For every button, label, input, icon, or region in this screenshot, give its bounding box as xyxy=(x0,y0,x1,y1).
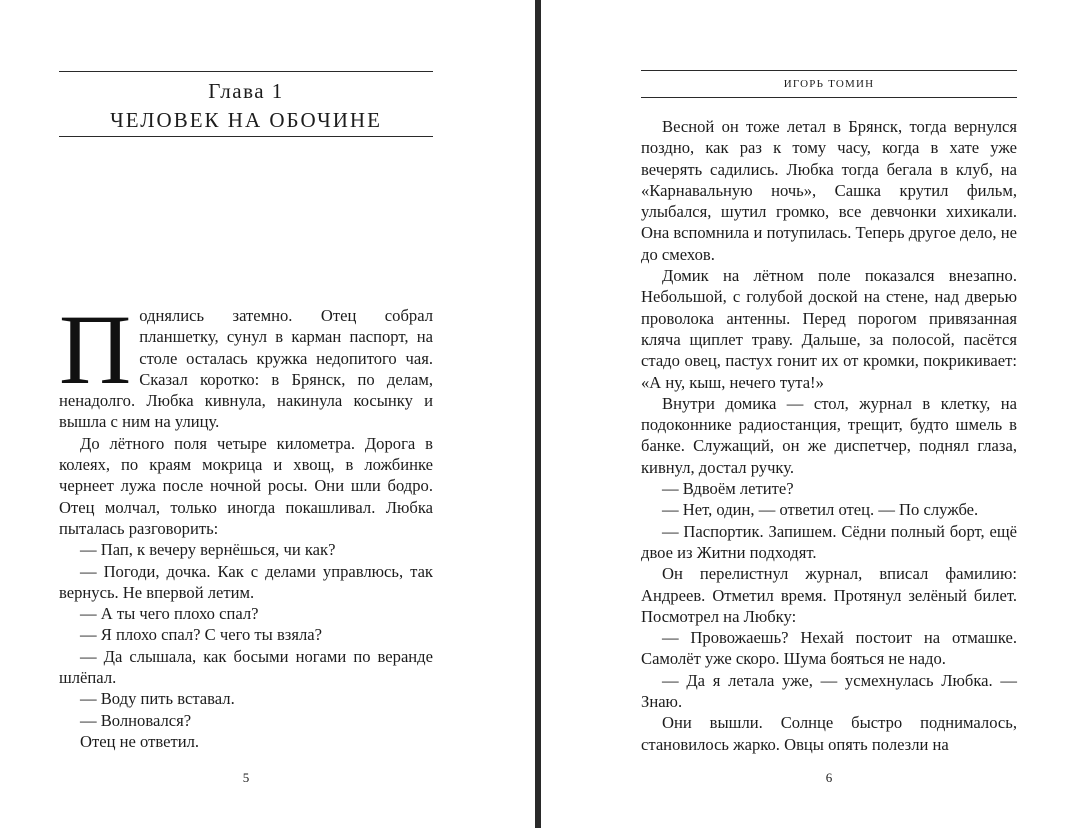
text-line: — Да слышала, как босыми ногами по ве xyxy=(80,646,393,666)
text-line: ке. Самолёт уже скоро. Шума бояться не надо. xyxy=(641,628,1017,669)
text-line: становилось жарко. Овцы опять полезли на xyxy=(641,734,949,754)
text-line: вязанная кляча щиплет траву. Дальше, за полос xyxy=(641,308,1017,349)
dialogue-line xyxy=(59,539,433,560)
text-line: — Провожаешь? Нехай постоит на отмаш xyxy=(662,628,998,648)
text-line: кромки, покрикивает: «А ну, кыш, нечего тута!» xyxy=(641,351,1017,392)
dialogue-line xyxy=(59,561,433,604)
text-line: — А ты чего плохо спал? xyxy=(80,604,259,624)
text-line: — Вдвоём летите? xyxy=(662,479,794,499)
dialogue-line xyxy=(641,478,1017,499)
text-line: поднял глаза, кивнул, достал ручку. xyxy=(641,436,1017,477)
text-line: на столе осталась кружка недопи xyxy=(139,327,433,368)
text-line: в колеях, по краям мокрица и хвощ, в ложбин xyxy=(59,433,433,475)
text-line: вал. Любка пыталась разговорить: xyxy=(59,497,433,538)
paragraph xyxy=(59,433,433,539)
text-line: Он перелистнул журнал, вписал фамилию: xyxy=(662,564,1017,584)
text-line: — Воду пить вставал. xyxy=(80,689,235,709)
text-line: другое дело, не до смехов. xyxy=(641,223,1017,264)
paragraph xyxy=(641,712,1017,755)
running-header-bottom-rule xyxy=(641,97,1017,98)
text-line: шмель в банке. Служащий, он же диспетчер, xyxy=(641,415,1017,456)
dialogue-line xyxy=(59,646,433,689)
dialogue-line xyxy=(59,710,433,731)
text-line: уже вечерять садились. Любка тогда бегала xyxy=(641,138,1017,179)
right-page xyxy=(541,0,1077,828)
chapter-title: ЧЕЛОВЕК НА ОБОЧИНЕ xyxy=(110,108,382,132)
text-line: Андреев. Отметил время. Протянул зелёный xyxy=(641,585,974,605)
text-line: — Погоди, дочка. Как с делами управлюсь, xyxy=(80,561,411,581)
text-line: Весной он тоже летал в Брянск, тогда вер xyxy=(662,117,978,136)
dialogue-line xyxy=(641,499,1017,520)
paragraph xyxy=(641,116,1017,265)
text-line: До лётного поля четыре километра. Дорога xyxy=(80,433,426,453)
dialogue-line xyxy=(59,603,433,624)
page-number: 6 xyxy=(825,770,833,785)
running-header-top-rule xyxy=(641,70,1017,71)
text-line: косынку и вышла с ним на улицу. xyxy=(59,391,433,432)
text-line: Они вышли. Солнце быстро поднималось, xyxy=(662,713,1017,733)
text-line: Внутри домика — стол, журнал в клетку, xyxy=(662,393,1001,413)
text-line: по делам, ненадолго. Любка кивнула, накинула xyxy=(59,369,434,411)
text-line: ранде шлёпал. xyxy=(59,646,433,688)
right-page-body-text xyxy=(641,116,1017,755)
left-page xyxy=(0,0,535,828)
text-line: в клуб, на «Карнавальную ночь», Сашка крутил xyxy=(641,159,1018,200)
text-line: — Да я летала уже, — усмехнулась Любка. — xyxy=(662,670,1017,690)
text-line: так вернусь. Не впервой летим. xyxy=(59,561,433,602)
text-line: фильм, улыбался, шутил громко, все девчонки xyxy=(641,180,1017,222)
paragraph xyxy=(59,731,433,752)
paragraph xyxy=(641,265,1017,393)
text-line: — Пап, к вечеру вернёшься, чи как? xyxy=(80,540,336,560)
dialogue-line xyxy=(59,624,433,645)
page-number: 5 xyxy=(242,770,250,785)
chapter-number: Глава 1 xyxy=(208,79,284,103)
text-line: ой, пасётся стадо овец, пастух гонит их от xyxy=(641,329,1017,371)
text-line: — Волновался? xyxy=(80,710,192,730)
text-line: — Я плохо спал? С чего ты взяла? xyxy=(80,625,323,645)
text-line: Знаю. xyxy=(641,692,683,712)
text-line: того чая. Сказал коротко: в Брянск, xyxy=(139,348,433,389)
paragraph xyxy=(641,393,1017,478)
text-line: хихикали. Она вспомнила и потупилась. Теперь xyxy=(641,202,1017,243)
text-line: билет. Посмотрел на Любку: xyxy=(641,585,1017,626)
text-line: на подоконнике радиостанция, трещит, будто xyxy=(641,393,1017,435)
paragraph xyxy=(59,294,434,433)
text-line: планшетку, сунул в карман паспорт, xyxy=(139,327,417,347)
text-line: Небольшой, с голубой доской на стене, над две xyxy=(641,287,989,307)
text-line: Отец не ответил. xyxy=(80,731,200,751)
text-line: однялись затемно. Отец собрал xyxy=(139,306,433,325)
text-line: бодро. Отец молчал, только иногда покашли xyxy=(59,476,433,517)
text-line: борт, ещё двое из Житни подходят. xyxy=(641,521,1017,562)
text-line: нулся поздно, как раз к тому часу, когда в хате xyxy=(641,117,1017,158)
dialogue-line xyxy=(641,670,1017,713)
text-line: рью проволока антенны. Перед порогом при xyxy=(641,287,1017,328)
chapter-heading-bottom-rule xyxy=(59,136,433,137)
text-line: — Нет, один, — ответил отец. — По службе. xyxy=(662,500,979,520)
chapter-heading-top-rule xyxy=(59,71,433,72)
running-header: ИГОРЬ ТОМИН xyxy=(783,78,875,90)
paragraph xyxy=(641,563,1017,627)
left-page-body-text xyxy=(59,294,434,752)
text-line: Домик на лётном поле показался внезапно. xyxy=(662,266,1017,286)
text-line: — Паспортик. Запишем. Сёдни полный xyxy=(662,521,950,541)
dialogue-line xyxy=(641,627,1017,670)
dialogue-line xyxy=(59,688,433,709)
dialogue-line xyxy=(641,521,1017,564)
text-line: ке чернеет лужа после ночной росы. Они шли xyxy=(59,455,433,496)
drop-cap: П xyxy=(59,294,132,405)
